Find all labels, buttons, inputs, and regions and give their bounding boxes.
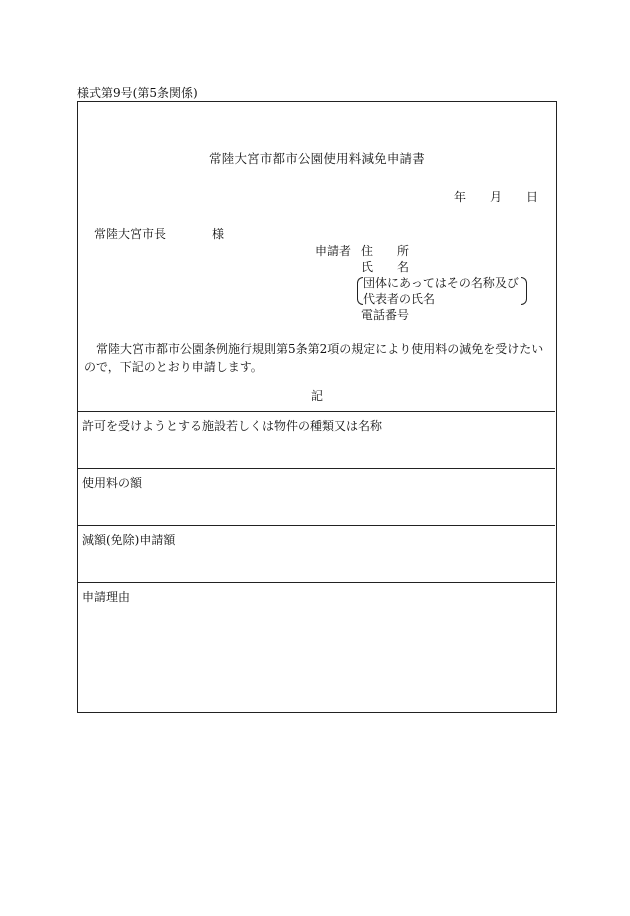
reduction-amount-row: [77, 525, 555, 582]
date-month-label: 月: [489, 190, 502, 204]
group-note: [357, 275, 527, 307]
form-title: 常陸大宮市都市公園使用料減免申請書: [209, 151, 425, 166]
reason-row: [77, 582, 555, 713]
date-year-label: 年: [453, 190, 466, 204]
group-note-line2: 代表者の氏名: [363, 292, 436, 306]
group-note-line1: 団体にあってはその名称及び: [363, 276, 519, 290]
ki-heading: 記: [310, 389, 323, 403]
date-line: [454, 188, 538, 205]
phone-label: 電話番号: [361, 308, 410, 322]
applicant-lead: 申請者: [315, 244, 352, 258]
reason-label: 申請理由: [82, 590, 131, 604]
form-frame: [77, 101, 557, 713]
applicant-block: [315, 243, 527, 323]
name-label: 氏 名: [361, 260, 410, 274]
form-number: 様式第9号(第5条関係): [77, 86, 198, 100]
facility-name-label: 許可を受けようとする施設若しくは物件の種類又は名称: [82, 419, 383, 433]
date-day-label: 日: [525, 190, 538, 204]
addressee-honorific: 様: [212, 227, 225, 241]
application-statement: 常陸大宮市都市公園条例施行規則第5条第2項の規定により使用料の減免を受けたいので，下記のとおり申請します。: [84, 342, 544, 374]
addressee-name: 常陸大宮市長: [94, 227, 167, 241]
facility-name-row: [77, 411, 555, 468]
address-label: 住 所: [361, 244, 410, 258]
fee-amount-label: 使用料の額: [82, 476, 143, 490]
addressee: [94, 225, 224, 242]
details-table: [77, 411, 555, 713]
fee-amount-row: [77, 468, 555, 525]
reduction-amount-label: 減額(免除)申請額: [82, 533, 176, 547]
